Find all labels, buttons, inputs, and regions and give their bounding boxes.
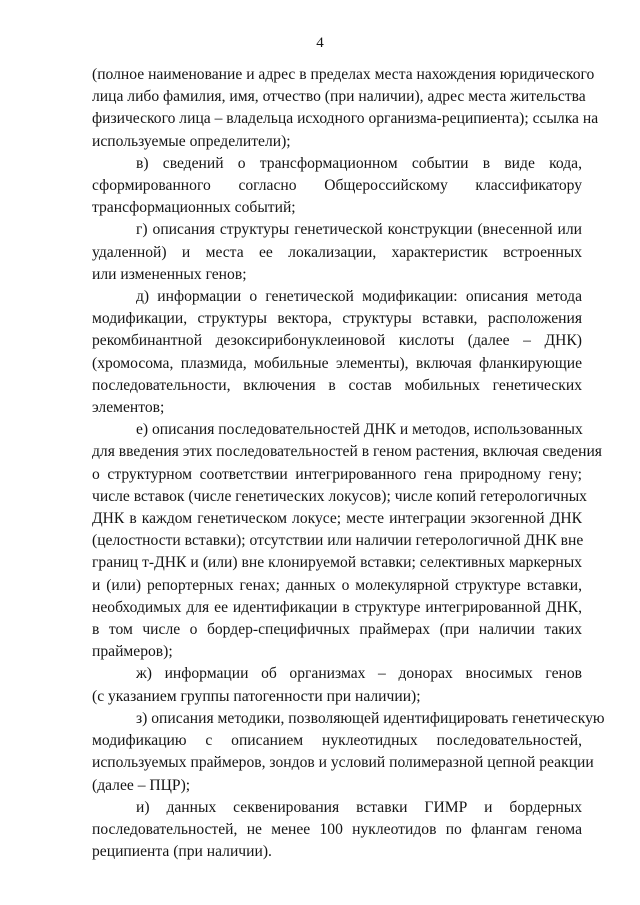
text-line: для введения этих последовательностей в геном растения, включая сведения: [92, 443, 602, 461]
text-line: (полное наименование и адрес в пределах места нахождения юридического: [92, 66, 595, 83]
text-line: реципиента (при наличии).: [92, 843, 272, 861]
text-line: необходимых для ее идентификации в структуре интегрированной ДНК,: [92, 598, 582, 616]
text-line: модификацию с описанием нуклеотидных последовательностей,: [92, 732, 582, 750]
text-line: о структурном соответствии интегрированного гена природному гену;: [92, 465, 582, 483]
text-line: модификации, структуры вектора, структуры вставки, расположения: [92, 310, 582, 328]
text-line: сформированного согласно Общероссийскому классификатору: [92, 177, 582, 195]
text-line: в) сведений о трансформационном событии в виде кода,: [136, 154, 582, 172]
text-line: физического лица – владельца исходного организма-реципиента); ссылка на: [92, 110, 599, 128]
text-line: удаленной) и места ее локализации, характеристик встроенных: [92, 243, 582, 261]
text-line: е) описания последовательностей ДНК и методов, использованных: [136, 421, 583, 439]
text-line: в том числе о бордер-специфичных праймерах (при наличии таких: [92, 621, 582, 639]
text-line: последовательностей, не менее 100 нуклеотидов по флангам генома: [92, 820, 582, 838]
text-line: и) данных секвенирования вставки ГИМР и бордерных: [136, 798, 582, 816]
paragraph-item-z: [92, 708, 605, 797]
text-line: г) описания структуры генетической конструкции (внесенной или: [136, 221, 582, 239]
text-line: рекомбинантной дезоксирибонуклеиновой кислоты (далее – ДНК): [92, 332, 582, 350]
text-line: (с указанием группы патогенности при наличии);: [92, 687, 421, 705]
text-line: д) информации о генетической модификации: описания метода: [136, 288, 582, 306]
text-line: используемые определители);: [92, 132, 291, 150]
text-line: и (или) репортерных генах; данных о молекулярной структуре вставки,: [92, 576, 582, 594]
text-line: числе вставок (числе генетических локусов); числе копий гетерологичных: [92, 487, 587, 505]
paragraph-item-d: [92, 286, 582, 419]
text-line: з) описания методики, позволяющей идентифицировать генетическую: [136, 709, 605, 727]
paragraph-item-i: [92, 797, 582, 864]
text-line: ж) информации об организмах – донорах вносимых генов: [136, 665, 582, 683]
paragraph-item-e: [92, 419, 602, 663]
text-line: последовательности, включения в состав мобильных генетических: [92, 376, 582, 394]
document-body: [92, 64, 605, 863]
paragraph-item-zh: [92, 663, 582, 707]
paragraph-owner-details: [92, 64, 599, 153]
text-line: (хромосома, плазмида, мобильные элементы), включая фланкирующие: [92, 354, 582, 372]
text-line: элементов;: [92, 399, 165, 417]
paragraph-item-g: [92, 219, 582, 286]
text-line: ДНК в каждом генетическом локусе; месте интеграции экзогенной ДНК: [92, 510, 582, 528]
text-line: или измененных генов;: [92, 265, 247, 283]
text-line: трансформационных событий;: [92, 199, 296, 217]
text-line: используемых праймеров, зондов и условий полимеразной цепной реакции: [92, 754, 594, 772]
paragraph-item-v: [92, 153, 582, 220]
text-line: лица либо фамилия, имя, отчество (при наличии), адрес места жительства: [92, 88, 586, 106]
text-line: праймеров);: [92, 643, 173, 661]
page-number: 4: [316, 35, 324, 51]
text-line: границ т-ДНК и (или) вне клонируемой вставки; селективных маркерных: [92, 554, 582, 572]
text-line: (далее – ПЦР);: [92, 776, 191, 794]
text-line: (целостности вставки); отсутствии или наличии гетерологичной ДНК вне: [92, 532, 584, 550]
